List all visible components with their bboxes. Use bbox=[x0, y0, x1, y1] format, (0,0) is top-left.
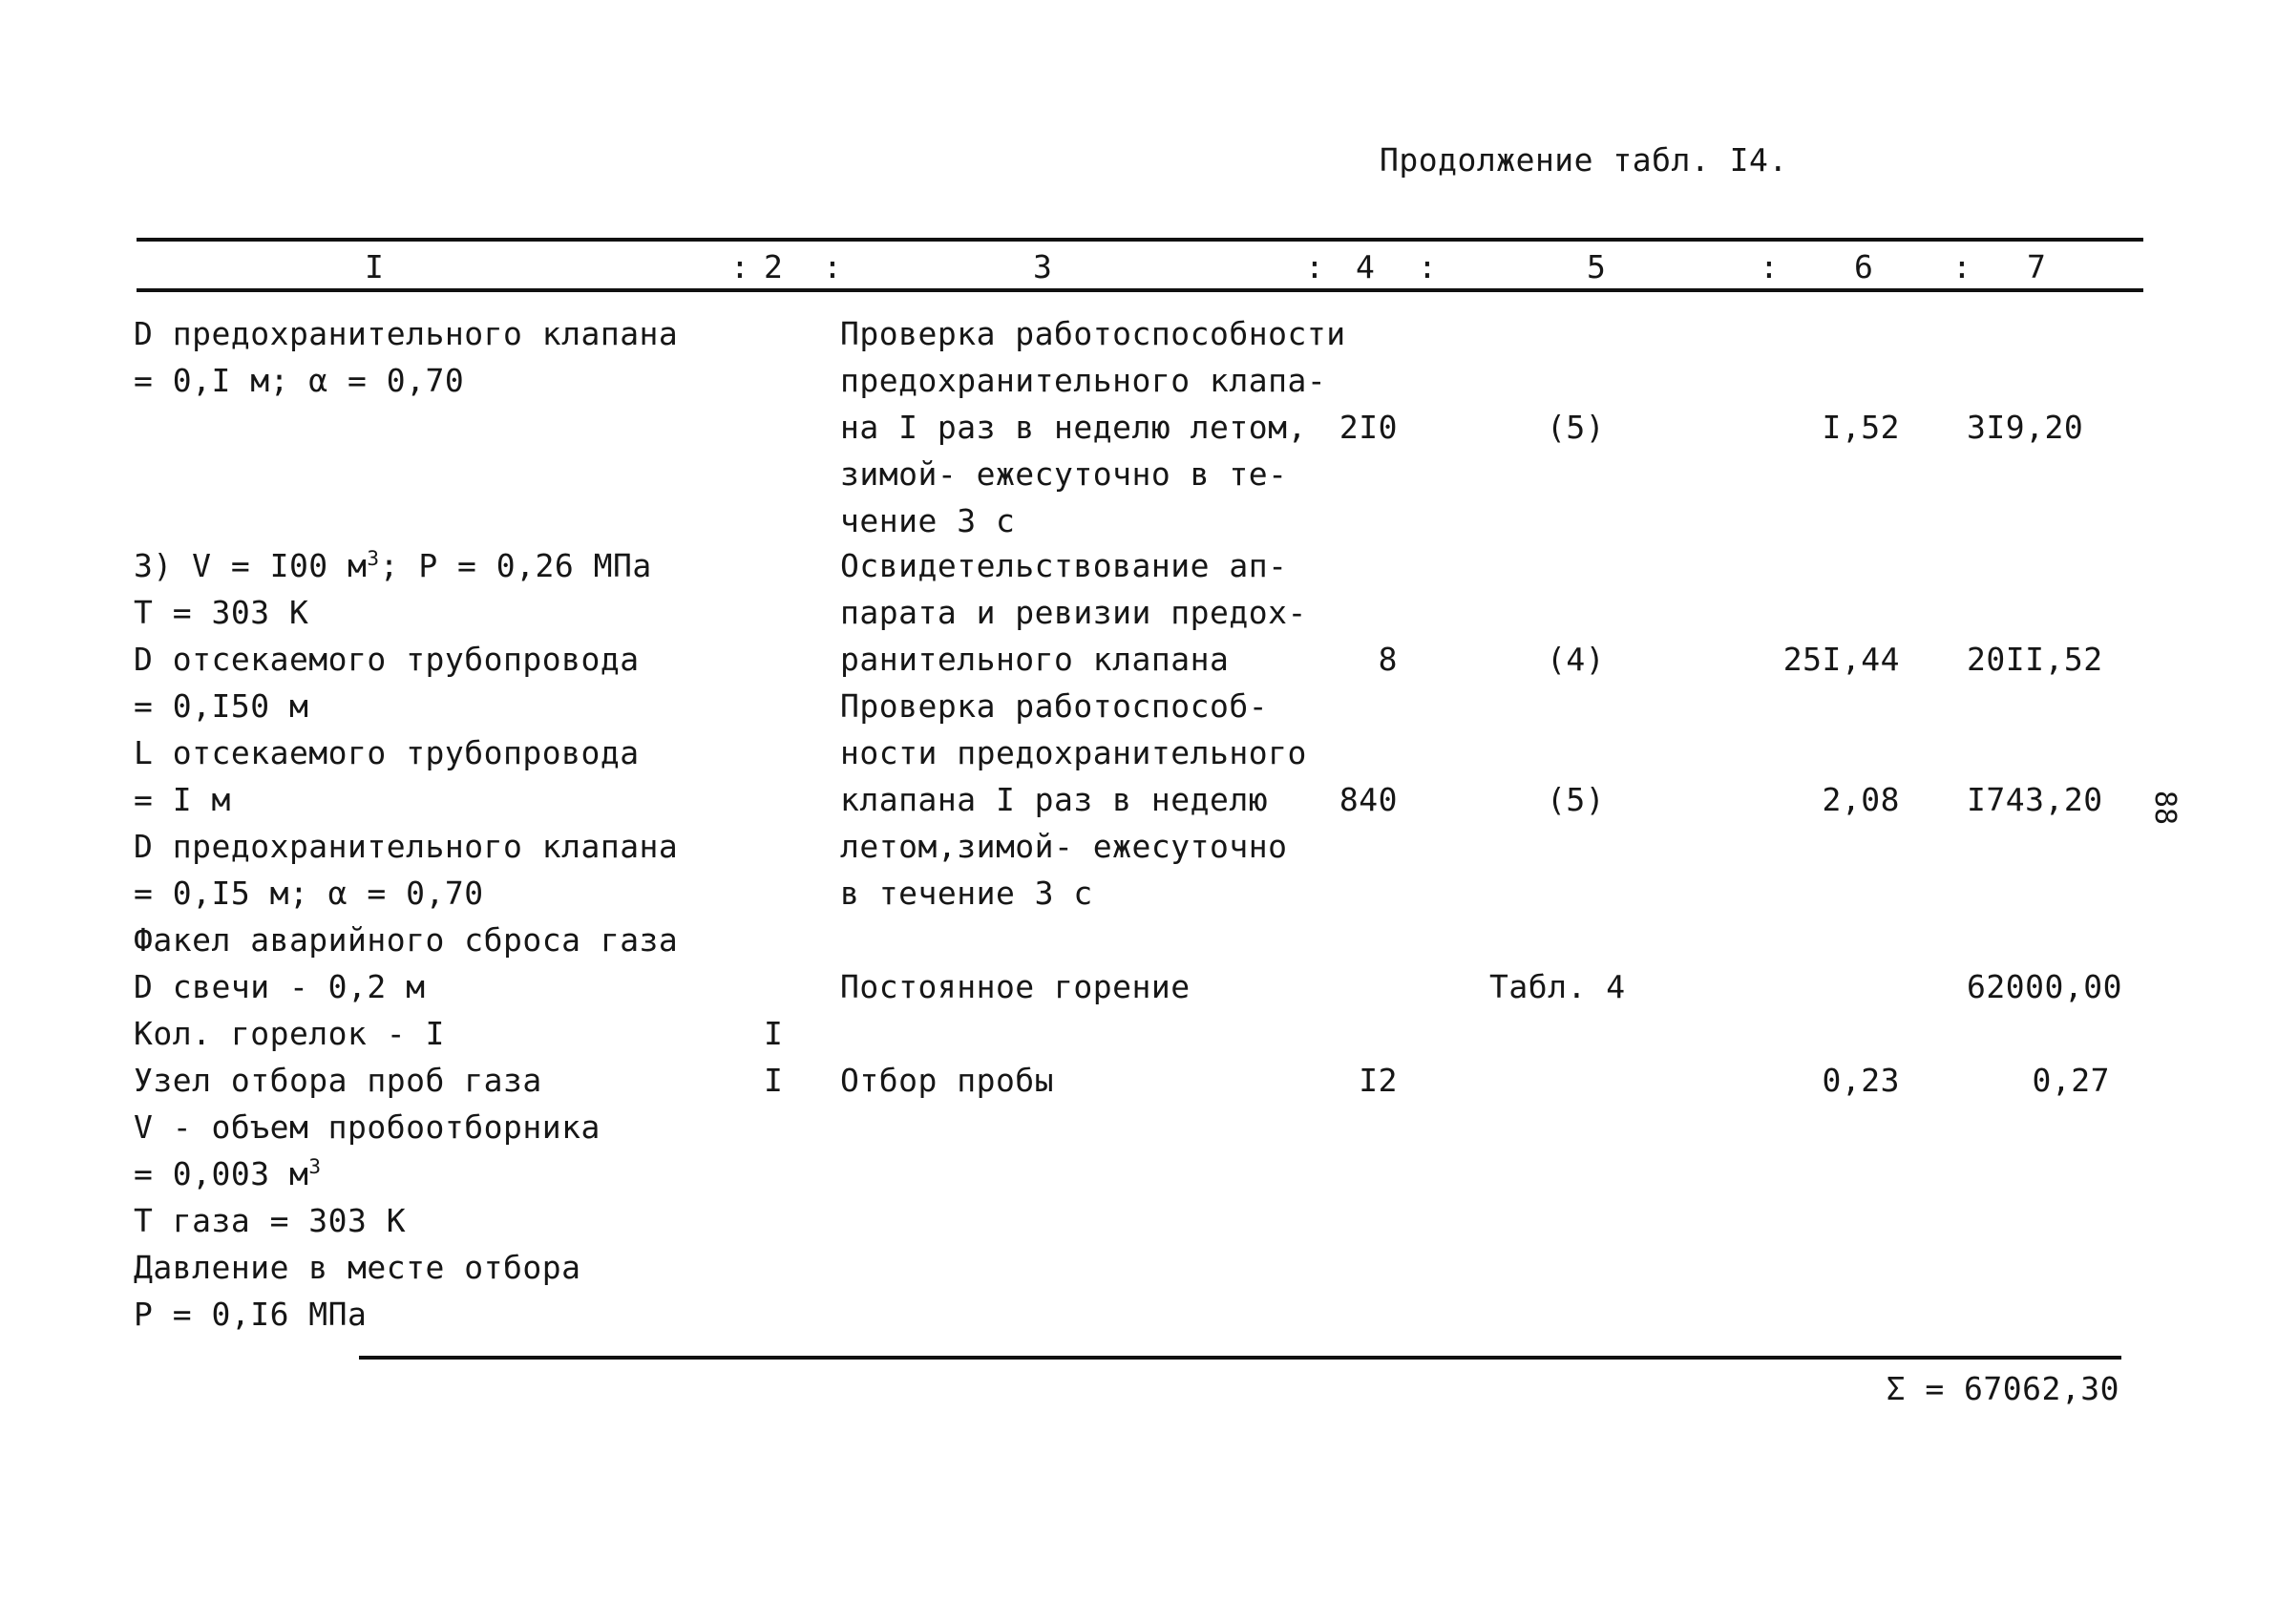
col1-line: V - объем пробоотборника bbox=[134, 1108, 601, 1146]
col1-sampler-volume: = 0,003 м bbox=[134, 1155, 309, 1192]
col4-value: 2I0 bbox=[1339, 409, 1398, 446]
col7-value: 62000,00 bbox=[1967, 968, 2122, 1005]
col6-value: I,52 bbox=[1822, 409, 1900, 446]
col3-line: в течение 3 с bbox=[840, 875, 1093, 912]
col6-value: 2,08 bbox=[1822, 781, 1900, 818]
header-separator: : bbox=[1418, 248, 1437, 285]
col1-line: Факел аварийного сброса газа bbox=[134, 921, 679, 959]
col7-value: 3I9,20 bbox=[1967, 409, 2084, 446]
header-col-7: 7 bbox=[2027, 248, 2046, 285]
col5-value: Табл. 4 bbox=[1489, 968, 1626, 1005]
col3-line: зимой- ежесуточно в те- bbox=[840, 455, 1288, 493]
col3-line: предохранительного клапа- bbox=[840, 362, 1327, 399]
col1-line: L отсекаемого трубопровода bbox=[134, 734, 640, 771]
col5-value: (5) bbox=[1547, 409, 1606, 446]
col3-line: Проверка работоспособ- bbox=[840, 687, 1269, 725]
col3-line: на I раз в неделю летом, bbox=[840, 409, 1307, 446]
col3-line: ранительного клапана bbox=[840, 641, 1230, 678]
col1-line: D предохранительного клапана bbox=[134, 828, 679, 865]
col7-value: I743,20 bbox=[1967, 781, 2103, 818]
col3-line: Отбор пробы bbox=[840, 1062, 1055, 1099]
header-separator: : bbox=[823, 248, 842, 285]
col1-line: P = 0,I6 МПа bbox=[134, 1296, 368, 1333]
cubic-superscript: 3 bbox=[367, 547, 380, 570]
col6-value: 25I,44 bbox=[1782, 641, 1900, 678]
col1-line: = I м bbox=[134, 781, 231, 818]
col1-line: Давление в месте отбора bbox=[134, 1249, 581, 1286]
header-col-5: 5 bbox=[1587, 248, 1606, 285]
header-bottom-rule bbox=[137, 288, 2143, 292]
col7-value: 20II,52 bbox=[1967, 641, 2103, 678]
col1-line: = 0,I50 м bbox=[134, 687, 309, 725]
header-col-2: 2 bbox=[764, 248, 783, 285]
col3-line: чение 3 с bbox=[840, 502, 1016, 539]
col1-line: T = 303 K bbox=[134, 594, 309, 631]
col4-value: 840 bbox=[1339, 781, 1398, 818]
col5-value: (4) bbox=[1547, 641, 1606, 678]
col1-line: D свечи - 0,2 м bbox=[134, 968, 426, 1005]
col2-value: I bbox=[764, 1015, 784, 1052]
col1-line: D отсекаемого трубопровода bbox=[134, 641, 640, 678]
col1-line: T газа = 303 K bbox=[134, 1202, 407, 1239]
col6-value: 0,23 bbox=[1822, 1062, 1900, 1099]
grand-total: Σ = 67062,30 bbox=[1886, 1370, 2119, 1407]
col3-line: Проверка работоспособности bbox=[840, 315, 1346, 352]
col1-line: D предохранительного клапана bbox=[134, 315, 679, 352]
col7-value: 0,27 bbox=[2032, 1062, 2110, 1099]
header-separator: : bbox=[1760, 248, 1779, 285]
col4-value: I2 bbox=[1359, 1062, 1398, 1099]
col1-line bbox=[134, 542, 652, 589]
header-col-4: 4 bbox=[1356, 248, 1375, 285]
header-col-6: 6 bbox=[1854, 248, 1873, 285]
col3-line: летом,зимой- ежесуточно bbox=[840, 828, 1288, 865]
col4-value: 8 bbox=[1378, 641, 1398, 678]
col1-pressure: ; P = 0,26 МПа bbox=[379, 547, 652, 584]
table-caption: Продолжение табл. I4. bbox=[1380, 141, 1788, 179]
header-col-1: I bbox=[365, 248, 384, 285]
col1-line: Узел отбора проб газа bbox=[134, 1062, 542, 1099]
col3-line: клапана I раз в неделю bbox=[840, 781, 1269, 818]
cubic-superscript: 3 bbox=[308, 1155, 322, 1178]
col3-line: парата и ревизии предох- bbox=[840, 594, 1307, 631]
col1-line bbox=[134, 1150, 321, 1197]
page-number: 88 bbox=[2148, 790, 2182, 826]
header-col-3: 3 bbox=[1033, 248, 1052, 285]
col1-line: Кол. горелок - I bbox=[134, 1015, 445, 1052]
header-separator: : bbox=[730, 248, 749, 285]
header-separator: : bbox=[1305, 248, 1324, 285]
col3-line: Постоянное горение bbox=[840, 968, 1191, 1005]
header-separator: : bbox=[1952, 248, 1971, 285]
col5-value: (5) bbox=[1547, 781, 1606, 818]
col3-line: ности предохранительного bbox=[840, 734, 1307, 771]
total-rule bbox=[359, 1356, 2121, 1360]
col3-line: Освидетельствование ап- bbox=[840, 547, 1288, 584]
header-top-rule bbox=[137, 238, 2143, 242]
col1-line: = 0,I5 м; α = 0,70 bbox=[134, 875, 484, 912]
col2-value: I bbox=[764, 1062, 784, 1099]
col1-volume: 3) V = I00 м bbox=[134, 547, 368, 584]
col1-line: = 0,I м; α = 0,70 bbox=[134, 362, 465, 399]
